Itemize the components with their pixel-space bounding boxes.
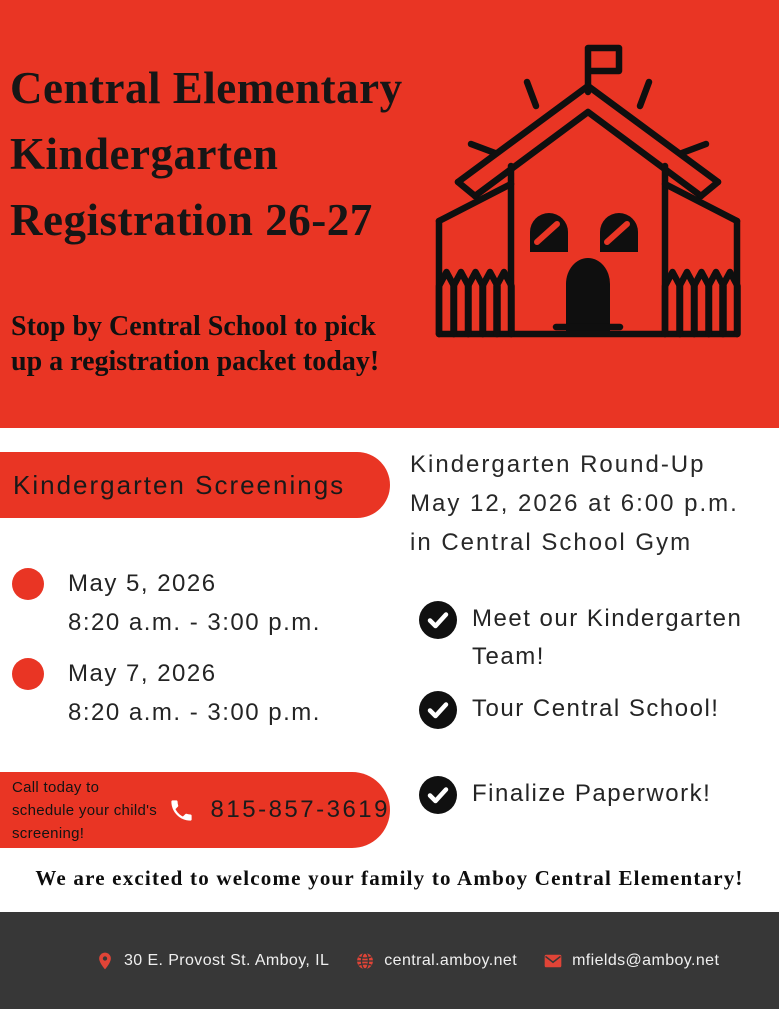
check-circle-icon <box>419 601 457 639</box>
hero-subtitle-line-1: Stop by Central School to pick <box>11 311 376 342</box>
roundup-item-label: Finalize Paperwork! <box>472 780 712 807</box>
call-note: Call today to schedule your child's screening! <box>12 778 158 842</box>
footer-address <box>95 951 329 971</box>
screening-session-2 <box>12 654 321 732</box>
footer-email[interactable] <box>543 951 719 971</box>
bullet-dot-icon <box>12 568 44 600</box>
session-date: May 5, 2026 <box>68 570 217 597</box>
roundup-heading <box>410 445 739 562</box>
email-icon <box>543 951 563 971</box>
session-time: 8:20 a.m. - 3:00 p.m. <box>68 609 321 636</box>
closing-message: We are excited to welcome your family to Amboy Central Elementary! <box>35 866 744 890</box>
roundup-item-label: Tour Central School! <box>472 695 720 722</box>
title-line-3: Registration 26-27 <box>10 195 373 245</box>
footer-website-text: central.amboy.net <box>384 951 518 969</box>
bullet-dot-icon <box>12 658 44 690</box>
screenings-heading: Kindergarten Screenings <box>13 469 346 500</box>
roundup-item-3 <box>419 775 711 814</box>
roundup-item-2 <box>419 690 719 729</box>
phone-icon <box>168 797 195 824</box>
session-date: May 7, 2026 <box>68 660 217 687</box>
hero-subtitle <box>11 309 379 379</box>
screenings-heading-pill <box>0 452 390 518</box>
screening-session-1 <box>12 564 321 642</box>
roundup-item-label: Meet our Kindergarten Team! <box>472 605 743 670</box>
check-circle-icon <box>419 776 457 814</box>
roundup-heading-line-2: May 12, 2026 at 6:00 p.m. <box>410 490 739 517</box>
roundup-item-1 <box>419 600 777 676</box>
roundup-heading-line-3: in Central School Gym <box>410 529 693 556</box>
phone-number: 815-857-3619 <box>210 796 390 823</box>
schoolhouse-icon <box>423 33 753 355</box>
call-to-schedule-pill <box>0 772 390 848</box>
hero-subtitle-line-2: up a registration packet today! <box>11 346 380 377</box>
hero-section <box>0 0 779 428</box>
footer-address-text: 30 E. Provost St. Amboy, IL <box>124 951 330 969</box>
page-title <box>10 55 403 253</box>
session-time: 8:20 a.m. - 3:00 p.m. <box>68 699 321 726</box>
location-pin-icon <box>95 951 115 971</box>
footer-email-text: mfields@amboy.net <box>572 951 720 969</box>
globe-icon <box>355 951 375 971</box>
check-circle-icon <box>419 691 457 729</box>
footer-bar <box>0 912 779 1009</box>
main-section <box>0 428 779 912</box>
title-line-1: Central Elementary <box>10 63 403 113</box>
roundup-heading-line-1: Kindergarten Round-Up <box>410 451 706 478</box>
footer-website[interactable] <box>355 951 517 971</box>
title-line-2: Kindergarten <box>10 129 279 179</box>
